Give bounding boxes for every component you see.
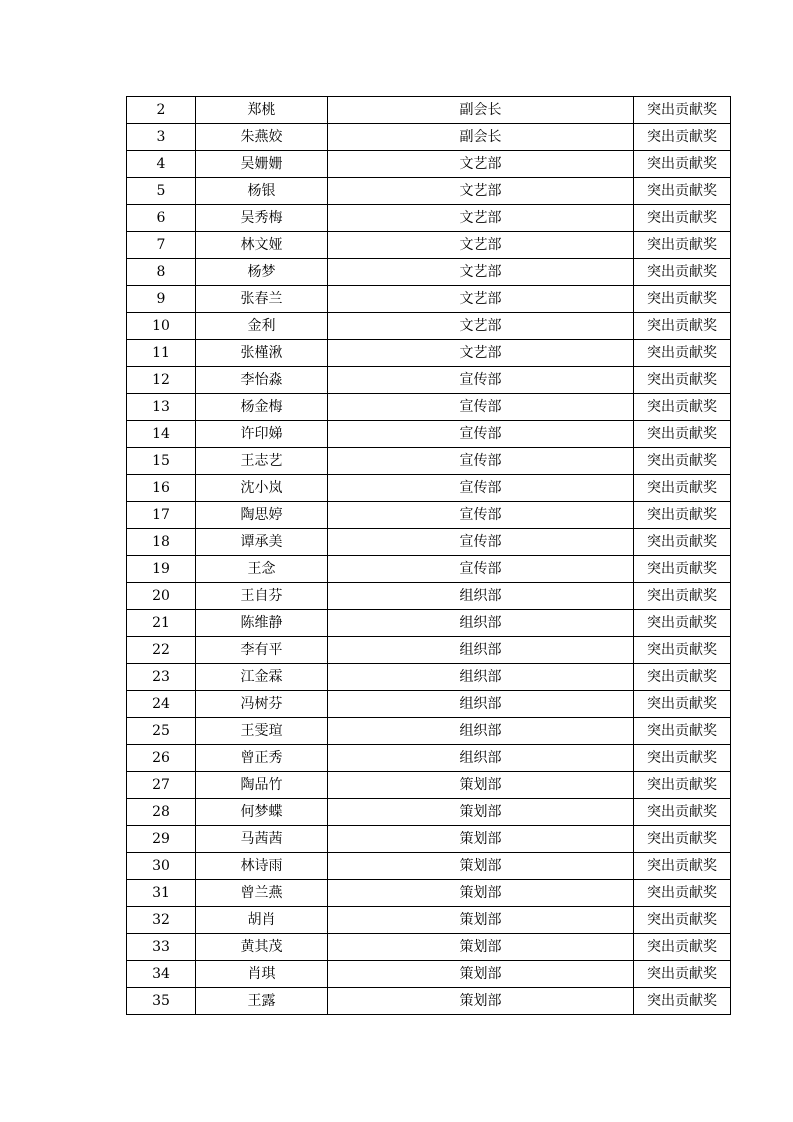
row-number-cell: 28: [127, 799, 196, 826]
department-cell: 组织部: [328, 718, 634, 745]
row-number-cell: 21: [127, 610, 196, 637]
department-cell: 组织部: [328, 691, 634, 718]
name-cell: 沈小岚: [196, 475, 328, 502]
award-cell: 突出贡献奖: [634, 475, 731, 502]
department-cell: 策划部: [328, 988, 634, 1015]
table-row: [127, 799, 731, 826]
award-cell: 突出贡献奖: [634, 529, 731, 556]
table-row: [127, 718, 731, 745]
name-cell: 吴姗姗: [196, 151, 328, 178]
name-cell: 曾兰燕: [196, 880, 328, 907]
table-row: [127, 394, 731, 421]
table-row: [127, 421, 731, 448]
table-row: [127, 97, 731, 124]
name-cell: 金利: [196, 313, 328, 340]
award-cell: 突出贡献奖: [634, 286, 731, 313]
department-cell: 策划部: [328, 799, 634, 826]
name-cell: 曾正秀: [196, 745, 328, 772]
name-cell: 吴秀梅: [196, 205, 328, 232]
department-cell: 文艺部: [328, 259, 634, 286]
department-cell: 副会长: [328, 124, 634, 151]
row-number-cell: 9: [127, 286, 196, 313]
award-cell: 突出贡献奖: [634, 367, 731, 394]
name-cell: 江金霖: [196, 664, 328, 691]
name-cell: 李怡淼: [196, 367, 328, 394]
row-number-cell: 30: [127, 853, 196, 880]
row-number-cell: 35: [127, 988, 196, 1015]
row-number-cell: 10: [127, 313, 196, 340]
name-cell: 王志艺: [196, 448, 328, 475]
award-cell: 突出贡献奖: [634, 907, 731, 934]
table-row: [127, 772, 731, 799]
row-number-cell: 26: [127, 745, 196, 772]
department-cell: 组织部: [328, 637, 634, 664]
award-cell: 突出贡献奖: [634, 502, 731, 529]
name-cell: 郑桃: [196, 97, 328, 124]
award-list-table: [126, 96, 731, 1015]
name-cell: 杨金梅: [196, 394, 328, 421]
award-cell: 突出贡献奖: [634, 583, 731, 610]
award-cell: 突出贡献奖: [634, 934, 731, 961]
award-cell: 突出贡献奖: [634, 394, 731, 421]
table-row: [127, 124, 731, 151]
department-cell: 宣传部: [328, 556, 634, 583]
department-cell: 宣传部: [328, 367, 634, 394]
award-cell: 突出贡献奖: [634, 448, 731, 475]
row-number-cell: 4: [127, 151, 196, 178]
table-row: [127, 286, 731, 313]
award-cell: 突出贡献奖: [634, 637, 731, 664]
table-row: [127, 907, 731, 934]
award-cell: 突出贡献奖: [634, 880, 731, 907]
name-cell: 陶思婷: [196, 502, 328, 529]
department-cell: 策划部: [328, 826, 634, 853]
award-cell: 突出贡献奖: [634, 610, 731, 637]
table-row: [127, 961, 731, 988]
name-cell: 何梦蝶: [196, 799, 328, 826]
table-row: [127, 637, 731, 664]
award-cell: 突出贡献奖: [634, 988, 731, 1015]
table-row: [127, 475, 731, 502]
department-cell: 宣传部: [328, 394, 634, 421]
award-cell: 突出贡献奖: [634, 97, 731, 124]
department-cell: 策划部: [328, 907, 634, 934]
row-number-cell: 5: [127, 178, 196, 205]
row-number-cell: 7: [127, 232, 196, 259]
department-cell: 文艺部: [328, 232, 634, 259]
name-cell: 陶品竹: [196, 772, 328, 799]
row-number-cell: 32: [127, 907, 196, 934]
table-row: [127, 826, 731, 853]
award-cell: 突出贡献奖: [634, 151, 731, 178]
award-cell: 突出贡献奖: [634, 718, 731, 745]
row-number-cell: 27: [127, 772, 196, 799]
award-cell: 突出贡献奖: [634, 178, 731, 205]
table-row: [127, 529, 731, 556]
table-row: [127, 556, 731, 583]
department-cell: 文艺部: [328, 313, 634, 340]
department-cell: 宣传部: [328, 502, 634, 529]
row-number-cell: 20: [127, 583, 196, 610]
table-row: [127, 205, 731, 232]
table-row: [127, 367, 731, 394]
row-number-cell: 13: [127, 394, 196, 421]
award-cell: 突出贡献奖: [634, 691, 731, 718]
table-row: [127, 448, 731, 475]
table-row: [127, 340, 731, 367]
table-row: [127, 691, 731, 718]
award-cell: 突出贡献奖: [634, 205, 731, 232]
table-row: [127, 880, 731, 907]
name-cell: 谭承美: [196, 529, 328, 556]
name-cell: 马茜茜: [196, 826, 328, 853]
row-number-cell: 24: [127, 691, 196, 718]
department-cell: 组织部: [328, 745, 634, 772]
award-cell: 突出贡献奖: [634, 556, 731, 583]
table-row: [127, 583, 731, 610]
name-cell: 许印娣: [196, 421, 328, 448]
department-cell: 策划部: [328, 772, 634, 799]
row-number-cell: 18: [127, 529, 196, 556]
table-row: [127, 259, 731, 286]
department-cell: 宣传部: [328, 529, 634, 556]
name-cell: 王自芬: [196, 583, 328, 610]
table-row: [127, 502, 731, 529]
award-cell: 突出贡献奖: [634, 421, 731, 448]
table-row: [127, 151, 731, 178]
name-cell: 杨梦: [196, 259, 328, 286]
department-cell: 文艺部: [328, 340, 634, 367]
name-cell: 胡肖: [196, 907, 328, 934]
table-row: [127, 988, 731, 1015]
row-number-cell: 29: [127, 826, 196, 853]
department-cell: 宣传部: [328, 421, 634, 448]
award-cell: 突出贡献奖: [634, 799, 731, 826]
name-cell: 王露: [196, 988, 328, 1015]
table-row: [127, 313, 731, 340]
table-row: [127, 853, 731, 880]
name-cell: 黄其茂: [196, 934, 328, 961]
row-number-cell: 11: [127, 340, 196, 367]
row-number-cell: 25: [127, 718, 196, 745]
row-number-cell: 19: [127, 556, 196, 583]
award-cell: 突出贡献奖: [634, 340, 731, 367]
table-row: [127, 232, 731, 259]
department-cell: 策划部: [328, 934, 634, 961]
row-number-cell: 31: [127, 880, 196, 907]
award-cell: 突出贡献奖: [634, 664, 731, 691]
award-cell: 突出贡献奖: [634, 772, 731, 799]
department-cell: 宣传部: [328, 475, 634, 502]
award-list-body: [127, 97, 731, 1015]
name-cell: 王雯瑄: [196, 718, 328, 745]
name-cell: 李有平: [196, 637, 328, 664]
row-number-cell: 16: [127, 475, 196, 502]
table-row: [127, 934, 731, 961]
row-number-cell: 3: [127, 124, 196, 151]
row-number-cell: 14: [127, 421, 196, 448]
row-number-cell: 2: [127, 97, 196, 124]
award-cell: 突出贡献奖: [634, 232, 731, 259]
name-cell: 王念: [196, 556, 328, 583]
name-cell: 杨银: [196, 178, 328, 205]
department-cell: 文艺部: [328, 205, 634, 232]
award-cell: 突出贡献奖: [634, 853, 731, 880]
department-cell: 副会长: [328, 97, 634, 124]
department-cell: 组织部: [328, 664, 634, 691]
name-cell: 张春兰: [196, 286, 328, 313]
department-cell: 组织部: [328, 583, 634, 610]
name-cell: 张槿湫: [196, 340, 328, 367]
department-cell: 文艺部: [328, 178, 634, 205]
row-number-cell: 8: [127, 259, 196, 286]
row-number-cell: 33: [127, 934, 196, 961]
table-row: [127, 745, 731, 772]
name-cell: 林文娅: [196, 232, 328, 259]
row-number-cell: 12: [127, 367, 196, 394]
table-row: [127, 610, 731, 637]
table-row: [127, 664, 731, 691]
name-cell: 林诗雨: [196, 853, 328, 880]
department-cell: 文艺部: [328, 286, 634, 313]
award-cell: 突出贡献奖: [634, 313, 731, 340]
name-cell: 冯树芬: [196, 691, 328, 718]
name-cell: 朱燕姣: [196, 124, 328, 151]
name-cell: 肖琪: [196, 961, 328, 988]
award-cell: 突出贡献奖: [634, 124, 731, 151]
award-cell: 突出贡献奖: [634, 259, 731, 286]
row-number-cell: 17: [127, 502, 196, 529]
name-cell: 陈维静: [196, 610, 328, 637]
row-number-cell: 23: [127, 664, 196, 691]
department-cell: 文艺部: [328, 151, 634, 178]
department-cell: 策划部: [328, 853, 634, 880]
award-cell: 突出贡献奖: [634, 961, 731, 988]
row-number-cell: 22: [127, 637, 196, 664]
award-cell: 突出贡献奖: [634, 745, 731, 772]
row-number-cell: 6: [127, 205, 196, 232]
department-cell: 策划部: [328, 961, 634, 988]
department-cell: 组织部: [328, 610, 634, 637]
department-cell: 策划部: [328, 880, 634, 907]
row-number-cell: 34: [127, 961, 196, 988]
department-cell: 宣传部: [328, 448, 634, 475]
award-cell: 突出贡献奖: [634, 826, 731, 853]
table-row: [127, 178, 731, 205]
row-number-cell: 15: [127, 448, 196, 475]
